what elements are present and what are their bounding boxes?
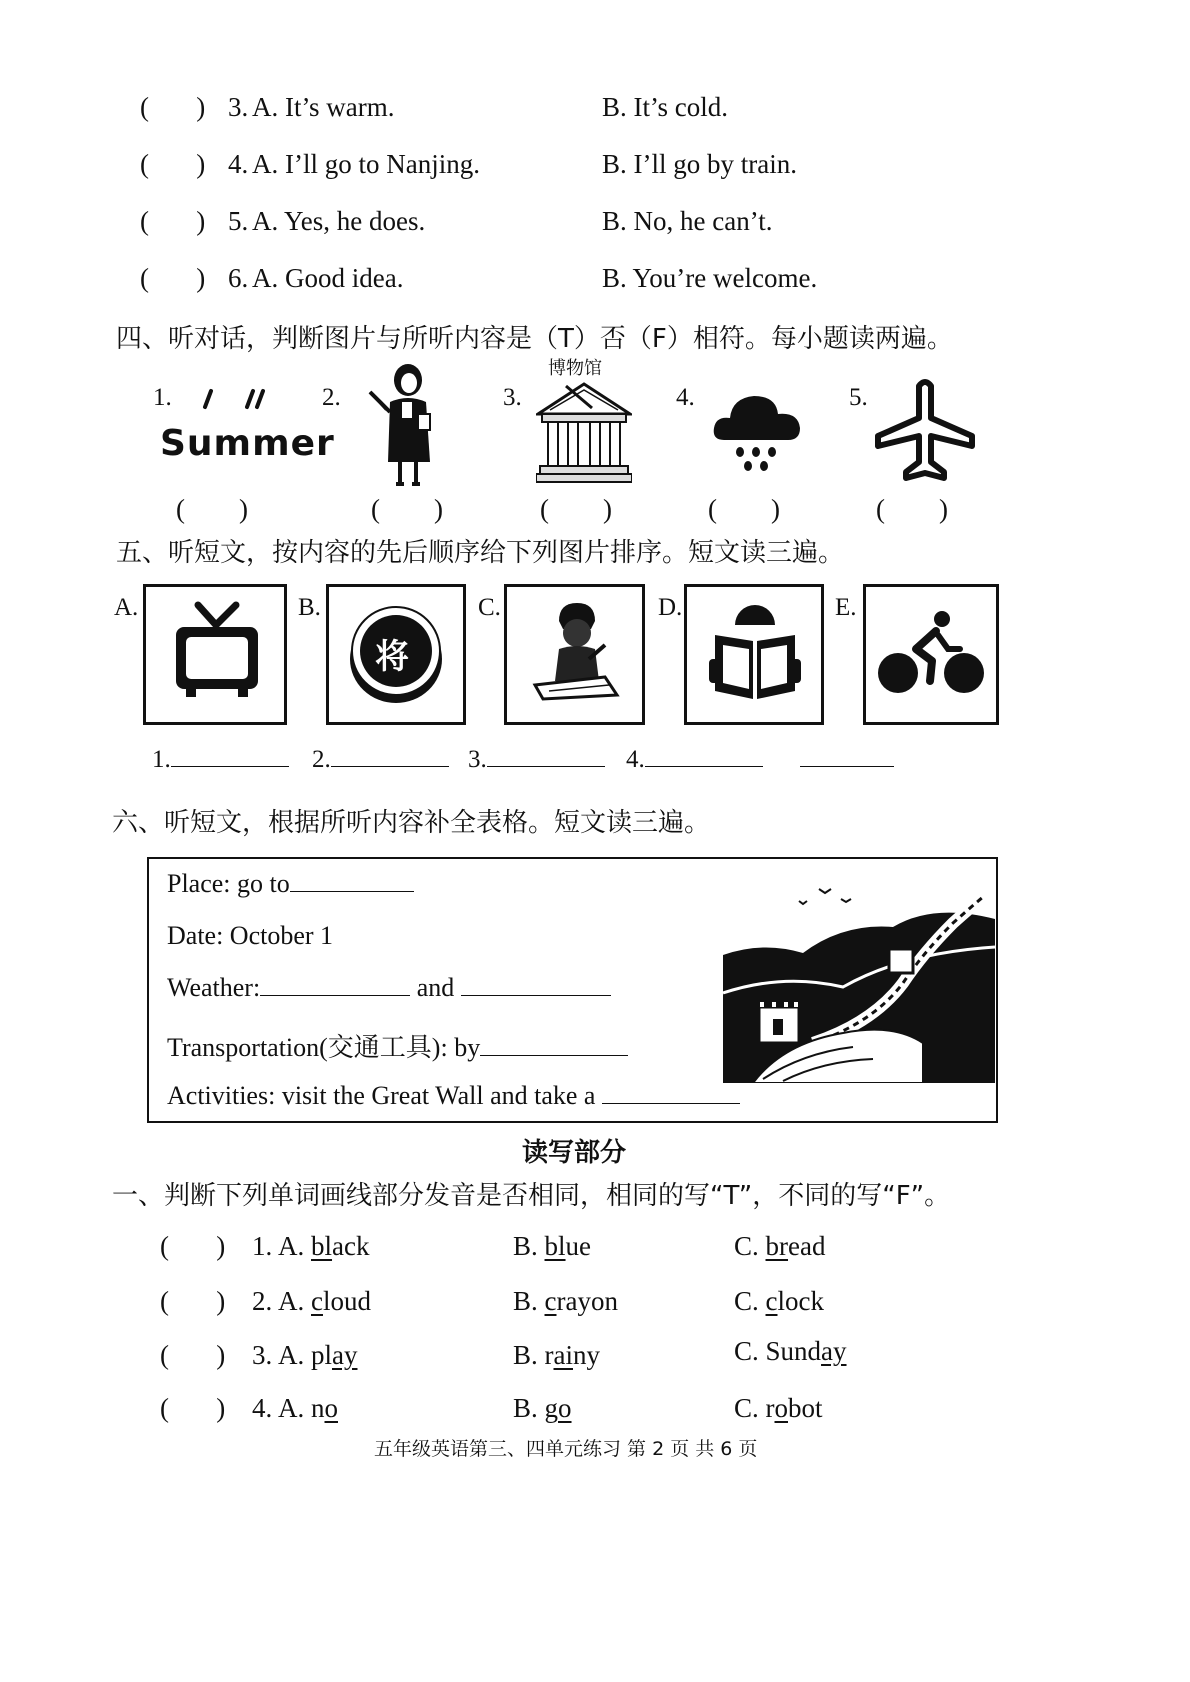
- option-b: B. It’s cold.: [602, 92, 728, 122]
- rain-cloud-icon: [710, 384, 802, 476]
- picture-letter: D.: [658, 594, 683, 621]
- question-number: 1.: [252, 1231, 273, 1261]
- word-option-b: B. rainy: [513, 1340, 600, 1370]
- chess-character: 将: [375, 637, 409, 677]
- answer-bracket[interactable]: ( ): [176, 494, 248, 524]
- order-answer-2[interactable]: 2.: [312, 746, 449, 774]
- place-blank[interactable]: [290, 891, 414, 892]
- wind-icon: [195, 387, 275, 411]
- answer-bracket[interactable]: ( ): [140, 92, 206, 122]
- cycling-icon: [876, 609, 986, 699]
- option-b: B. I’ll go by train.: [602, 149, 797, 179]
- answer-bracket[interactable]: ( ): [708, 494, 780, 524]
- picture-box-e: [863, 584, 999, 725]
- word-option-c: C. bread: [734, 1231, 826, 1261]
- order-answer-3[interactable]: 3.: [468, 746, 605, 774]
- picture-box-d: [684, 584, 824, 725]
- option-a: A. Good idea.: [252, 263, 404, 293]
- activities-row: Activities: visit the Great Wall and take a: [167, 1081, 740, 1111]
- word-option-a: A. cloud: [278, 1286, 371, 1316]
- airplane-icon: [872, 378, 978, 484]
- weather-blank-2[interactable]: [461, 995, 611, 996]
- answer-bracket[interactable]: ( ): [540, 494, 612, 524]
- word-option-b: B. go: [513, 1393, 572, 1423]
- answer-bracket[interactable]: ( ): [160, 1286, 226, 1316]
- answer-bracket[interactable]: ( ): [160, 1231, 226, 1261]
- picture-letter: B.: [298, 594, 321, 621]
- question-number: 5.: [228, 206, 249, 236]
- answer-bracket[interactable]: ( ): [140, 206, 206, 236]
- picture-letter: A.: [114, 594, 139, 621]
- option-a: A. I’ll go to Nanjing.: [252, 149, 480, 179]
- weather-row: Weather: and: [167, 973, 611, 1003]
- option-a: A. It’s warm.: [252, 92, 395, 122]
- question-number: 3.: [228, 92, 249, 122]
- picture-box-b: [326, 584, 466, 725]
- word-option-c: C. clock: [734, 1286, 824, 1316]
- museum-label: 博物馆: [548, 358, 602, 379]
- transport-row: Transportation(交通工具): by: [167, 1027, 628, 1064]
- word-option-b: B. blue: [513, 1231, 592, 1261]
- picture-box-a: [143, 584, 287, 725]
- order-answer-1[interactable]: 1.: [152, 746, 289, 774]
- place-row: Place: go to: [167, 869, 414, 899]
- section-6-title: 六、听短文，根据所听内容补全表格。短文读三遍。: [112, 808, 711, 838]
- transport-blank[interactable]: [480, 1055, 628, 1056]
- word-option-a: A. play: [278, 1340, 358, 1370]
- question-number: 4.: [228, 149, 249, 179]
- reading-writing-heading: 读写部分: [522, 1138, 627, 1168]
- question-number: 3.: [252, 1340, 273, 1370]
- answer-bracket[interactable]: ( ): [371, 494, 443, 524]
- page-footer: 五年级英语第三、四单元练习 第 2 页 共 6 页: [374, 1438, 758, 1460]
- option-b: B. No, he can’t.: [602, 206, 773, 236]
- picture-number: 3.: [503, 384, 522, 411]
- question-number: 6.: [228, 263, 249, 293]
- picture-number: 4.: [676, 384, 695, 411]
- picture-box-c: [504, 584, 645, 725]
- word-option-b: B. crayon: [513, 1286, 618, 1316]
- question-number: 4.: [252, 1393, 273, 1423]
- drawing-boy-icon: [525, 599, 625, 709]
- word-option-c: C. Sunday: [734, 1336, 847, 1366]
- great-wall-icon: [723, 883, 995, 1083]
- museum-icon: [536, 380, 632, 484]
- word-option-a: A. black: [278, 1231, 370, 1261]
- answer-bracket[interactable]: ( ): [140, 149, 206, 179]
- order-answer-4[interactable]: 4.: [626, 746, 763, 774]
- reading-book-icon: [709, 601, 801, 705]
- phonics-section-title: 一、判断下列单词画线部分发音是否相同，相同的写“T”，不同的写“F”。: [112, 1181, 951, 1211]
- order-answer-5[interactable]: [800, 746, 894, 774]
- option-a: A. Yes, he does.: [252, 206, 426, 236]
- answer-bracket[interactable]: ( ): [160, 1393, 226, 1423]
- answer-bracket[interactable]: ( ): [876, 494, 948, 524]
- question-number: 2.: [252, 1286, 273, 1316]
- summer-word: Summer: [160, 423, 335, 464]
- picture-number: 5.: [849, 384, 868, 411]
- weather-blank-1[interactable]: [260, 995, 410, 996]
- activities-blank[interactable]: [602, 1103, 740, 1104]
- answer-bracket[interactable]: ( ): [140, 263, 206, 293]
- teacher-icon: [368, 362, 438, 492]
- picture-letter: C.: [478, 594, 501, 621]
- word-option-c: C. robot: [734, 1393, 823, 1423]
- answer-bracket[interactable]: ( ): [160, 1340, 226, 1370]
- section-4-title: 四、听对话，判断图片与所听内容是（T）否（F）相符。每小题读两遍。: [116, 324, 953, 354]
- option-b: B. You’re welcome.: [602, 263, 818, 293]
- word-option-a: A. no: [278, 1393, 338, 1423]
- television-icon: [172, 601, 262, 701]
- picture-number: 2.: [322, 384, 341, 411]
- info-table: [147, 857, 998, 1123]
- section-5-title: 五、听短文，按内容的先后顺序给下列图片排序。短文读三遍。: [116, 538, 845, 568]
- picture-letter: E.: [835, 594, 857, 621]
- date-row: Date: October 1: [167, 921, 334, 950]
- picture-number: 1.: [153, 384, 172, 411]
